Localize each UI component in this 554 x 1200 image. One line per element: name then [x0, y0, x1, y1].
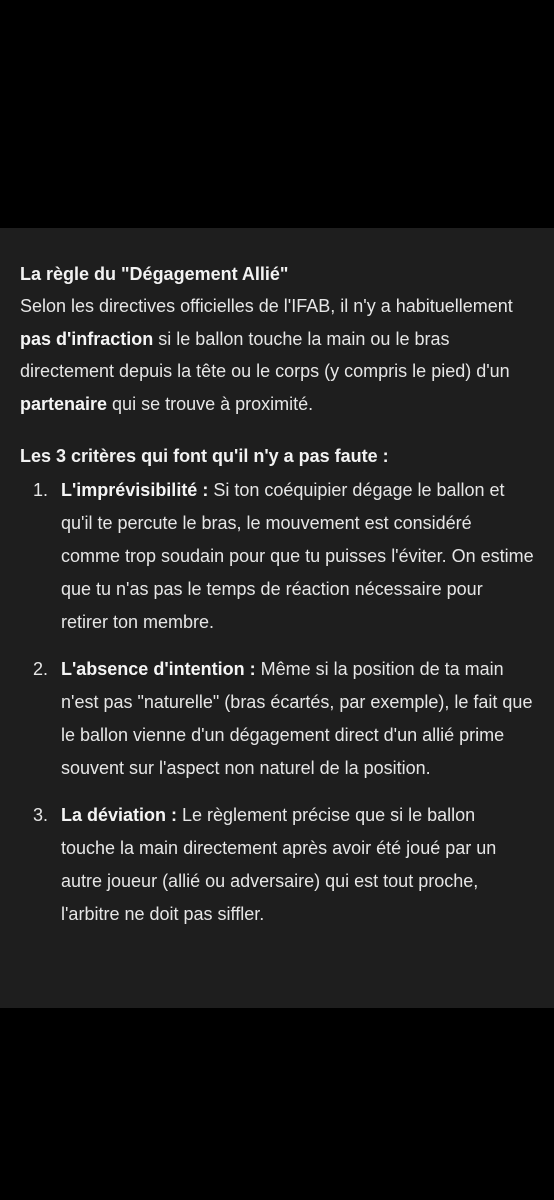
intro-text-2: si le ballon touche la main ou le bras directement depuis la tête ou le corps (y compris le pied) d'un: [20, 328, 510, 381]
list-item-label: La déviation :: [61, 805, 178, 825]
intro-text-3: qui se trouve à proximité.: [107, 393, 314, 414]
list-item-label: L'imprévisibilité :: [61, 480, 209, 500]
list-item-number: 2.: [33, 659, 49, 679]
intro-bold-2: partenaire: [20, 393, 108, 414]
intro-text-1: Selon les directives officielles de l'IFAB, il n'y a habituellement: [20, 296, 513, 316]
message-panel: [0, 228, 554, 1008]
list-item-text: Même si la position de ta main n'est pas "naturelle" (bras écartés, par exemple), le fait que le ballon vienne d'un dégagement direct d'un allié prime souvent sur l'aspect non naturel de la position.: [61, 659, 533, 778]
list-item: [20, 474, 534, 639]
criteria-heading: Les 3 critères qui font qu'il n'y a pas faute :: [20, 446, 389, 466]
list-item-text: Si ton coéquipier dégage le ballon et qu'il te percute le bras, le mouvement est considéré comme trop soudain pour que tu puisses l'éviter. On estime que tu n'as pas le temps de réaction nécessaire pour retirer ton membre.: [61, 480, 534, 632]
criteria-list: [20, 474, 534, 931]
intro-paragraph: [20, 290, 534, 420]
rule-heading: La règle du "Dégagement Allié": [20, 264, 289, 284]
list-item-label: L'absence d'intention :: [61, 659, 256, 679]
list-item: [20, 653, 534, 785]
list-item-text: Le règlement précise que si le ballon touche la main directement après avoir été joué par un autre joueur (allié ou adversaire) qui est tout proche, l'arbitre ne doit pas siffler.: [61, 805, 497, 924]
list-item-number: 3.: [33, 805, 49, 825]
list-item-number: 1.: [33, 480, 49, 500]
intro-bold-1: pas d'infraction: [20, 328, 154, 349]
list-item: [20, 799, 534, 931]
